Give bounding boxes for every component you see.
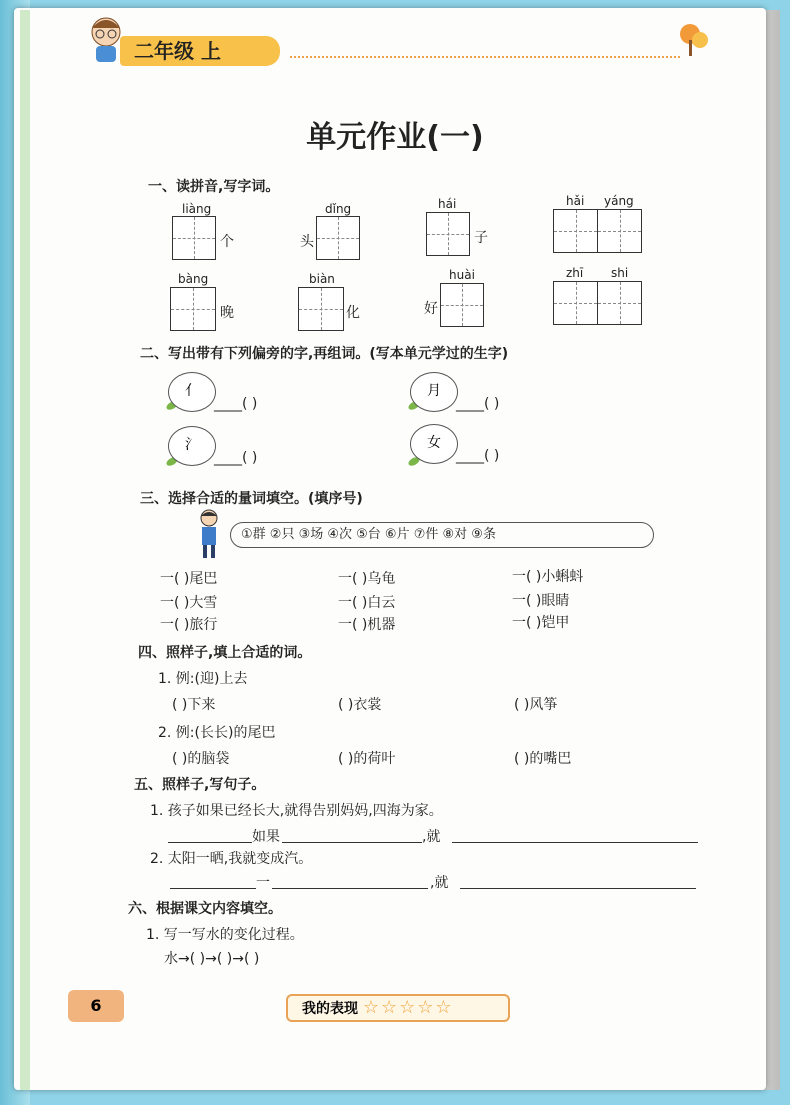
fill-item[interactable]: 一( )大雪: [160, 595, 218, 611]
connector-word: ,就: [422, 829, 441, 845]
performance-label: 我的表现: [302, 1001, 358, 1017]
fill-item[interactable]: 一( )机器: [338, 617, 396, 633]
fill-item[interactable]: ( )的嘴巴: [514, 751, 572, 767]
page-number: 6: [68, 990, 124, 1022]
section-5-heading: 五、照样子,写句子。: [134, 777, 266, 793]
answer-blank[interactable]: ____( ): [214, 450, 258, 466]
radical-cloud: 月: [410, 372, 458, 412]
writing-box[interactable]: [170, 287, 216, 331]
section-1-heading: 一、读拼音,写字词。: [148, 179, 280, 195]
pinyin: bàng: [178, 272, 209, 286]
write-line[interactable]: [460, 888, 696, 889]
section-4-heading: 四、照样子,填上合适的词。: [138, 645, 312, 661]
pinyin: hái: [438, 197, 457, 211]
water-cycle-chain[interactable]: 水→( )→( )→( ): [164, 951, 260, 967]
rating-stars-icon[interactable]: ☆☆☆☆☆: [362, 997, 454, 1018]
grade-label: 二年级 上: [120, 36, 280, 66]
example-line: 1. 孩子如果已经长大,就得告别妈妈,四海为家。: [150, 803, 443, 819]
question-line: 1. 写一写水的变化过程。: [146, 927, 304, 943]
pinyin: biàn: [309, 272, 335, 286]
fill-item[interactable]: ( )风筝: [514, 697, 558, 713]
performance-badge: [286, 994, 510, 1022]
example-line: 2. 太阳一晒,我就变成汽。: [150, 851, 313, 867]
char-hint: 个: [220, 234, 234, 250]
answer-blank[interactable]: ____( ): [456, 396, 500, 412]
header-dotted-line: [290, 56, 680, 58]
fill-item[interactable]: ( )下来: [172, 697, 216, 713]
pinyin: zhī: [566, 266, 584, 280]
pinyin: dǐng: [325, 202, 352, 216]
answer-blank[interactable]: ____( ): [456, 448, 500, 464]
fill-item[interactable]: 一( )小蝌蚪: [512, 569, 584, 585]
fill-item[interactable]: ( )的脑袋: [172, 751, 230, 767]
fill-item[interactable]: 一( )尾巴: [160, 571, 218, 587]
char-hint: 化: [346, 305, 360, 321]
writing-box[interactable]: [553, 209, 598, 253]
writing-box[interactable]: [440, 283, 484, 327]
pinyin: liàng: [182, 202, 212, 216]
fill-item[interactable]: 一( )眼睛: [512, 593, 570, 609]
char-hint: 子: [474, 230, 488, 246]
writing-box[interactable]: [597, 209, 642, 253]
char-hint: 晚: [220, 305, 234, 321]
write-line[interactable]: [282, 842, 422, 843]
fill-item[interactable]: 一( )旅行: [160, 617, 218, 633]
write-line[interactable]: [452, 842, 698, 843]
fill-item[interactable]: ( )衣裳: [338, 697, 382, 713]
pinyin: shi: [611, 266, 629, 280]
write-line[interactable]: [272, 888, 428, 889]
writing-box[interactable]: [316, 216, 360, 260]
fill-item[interactable]: 一( )乌龟: [338, 571, 396, 587]
page-margin-strip: [20, 10, 30, 1090]
fill-item[interactable]: 一( )铠甲: [512, 615, 570, 631]
section-2-heading: 二、写出带有下列偏旁的字,再组词。(写本单元学过的生字): [140, 346, 509, 362]
fill-item[interactable]: 一( )白云: [338, 595, 396, 611]
radical-cloud: 女: [410, 424, 458, 464]
example-line: 2. 例:(长长)的尾巴: [158, 725, 276, 741]
student-figure-icon: [194, 508, 224, 560]
pinyin: hǎi: [566, 194, 585, 208]
pinyin: huài: [449, 268, 475, 282]
radical-cloud: 氵: [168, 426, 216, 466]
writing-box[interactable]: [298, 287, 344, 331]
char-hint: 好: [424, 301, 438, 317]
example-line: 1. 例:(迎)上去: [158, 671, 248, 687]
pinyin: yáng: [604, 194, 634, 208]
write-line[interactable]: [168, 842, 252, 843]
connector-word: 如果: [252, 829, 280, 845]
write-line[interactable]: [170, 888, 256, 889]
char-hint: 头: [300, 234, 314, 250]
writing-box[interactable]: [597, 281, 642, 325]
connector-word: ,就: [430, 875, 449, 891]
section-6-heading: 六、根据课文内容填空。: [128, 901, 282, 917]
writing-box[interactable]: [553, 281, 598, 325]
writing-box[interactable]: [426, 212, 470, 256]
connector-word: 一: [256, 875, 270, 891]
radical-cloud: 亻: [168, 372, 216, 412]
worksheet-page: [14, 8, 766, 1090]
page-title: 单元作业(一): [306, 120, 484, 155]
writing-box[interactable]: [172, 216, 216, 260]
answer-blank[interactable]: ____( ): [214, 396, 258, 412]
section-3-heading: 三、选择合适的量词填空。(填序号): [140, 491, 363, 507]
tree-icon: [678, 22, 710, 58]
fill-item[interactable]: ( )的荷叶: [338, 751, 396, 767]
measure-word-options: ①群 ②只 ③场 ④次 ⑤台 ⑥片 ⑦件 ⑧对 ⑨条: [230, 522, 654, 548]
